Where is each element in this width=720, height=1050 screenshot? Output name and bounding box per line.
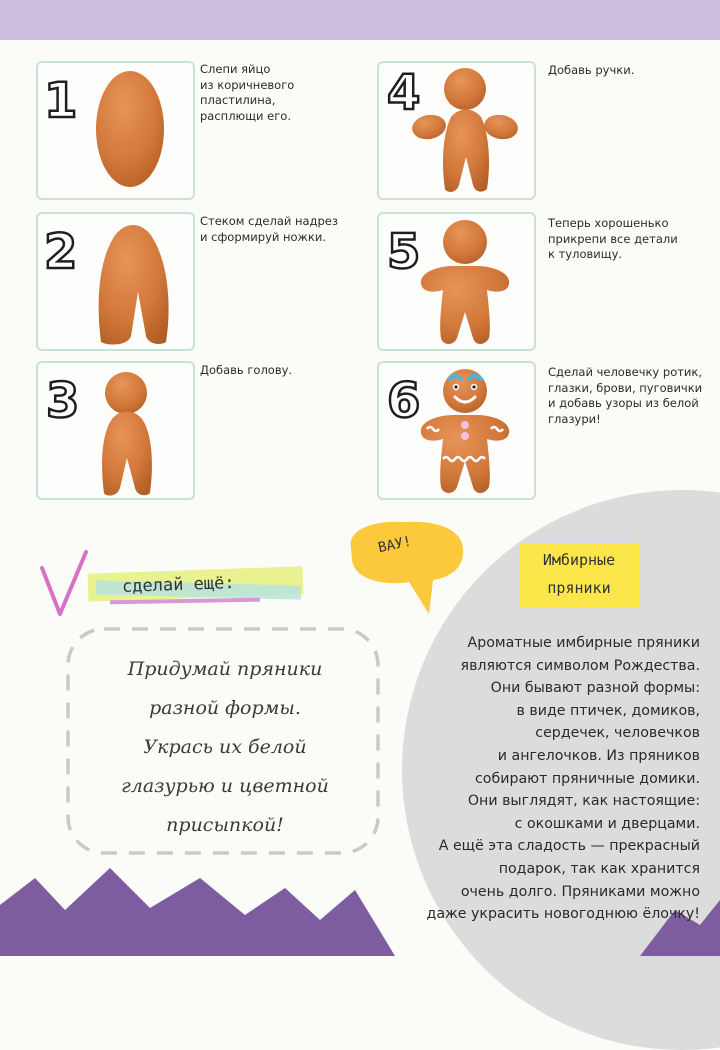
step-6-card [377, 361, 536, 500]
step-number: 5 [387, 224, 421, 280]
step-2-text: Стеком сделай надрез и сформируй ножки. [200, 214, 338, 244]
step-1-card [36, 61, 195, 200]
step-4-card [377, 61, 536, 200]
step-number: 3 [46, 373, 80, 429]
checkmark-icon [38, 548, 90, 620]
do-more-text: Придумай пряники разной формы. Укрась их белой глазурью и цветной присыпкой! [121, 658, 329, 836]
gingerbread-description: Ароматные имбирные пряники являются символом Рождества. Они бывают разной формы: в виде птичек, домиков, сердечек, человечков и ангелочков. Из пряников собирают пряничные домики. Они выглядят, как настоящие: с окошками и дверцами. А ещё эта сладость — прекрасный подарок, так как хранится очень долго. Пряниками можно даже украсить новогоднюю ёлочку! [426, 635, 700, 923]
step-3-text: Добавь голову. [200, 363, 293, 377]
gingerbread-title: Имбирные пряники [542, 551, 616, 597]
step-5-text: Теперь хорошенько прикрепи все детали к туловищу. [548, 216, 678, 261]
step-number: 1 [44, 73, 78, 129]
step-2-card [36, 212, 195, 351]
step-3-card [36, 361, 195, 500]
step-4-text: Добавь ручки. [548, 63, 635, 77]
step-6-text: Сделай человечку ротик, глазки, брови, пуговички и добавь узоры из белой глазури! [548, 365, 703, 426]
step-number: 6 [387, 373, 421, 429]
step-1-text: Слепи яйцо из коричневого пластилина, расплющи его. [200, 62, 295, 123]
step-number: 4 [387, 65, 421, 121]
do-more-title: сделай ещё: [121, 573, 235, 597]
step-5-card [377, 212, 536, 351]
step-number: 2 [44, 224, 78, 280]
speech-bubble-text: ВАУ! [376, 533, 414, 557]
top-color-band [0, 0, 720, 40]
speech-bubble [343, 518, 468, 618]
